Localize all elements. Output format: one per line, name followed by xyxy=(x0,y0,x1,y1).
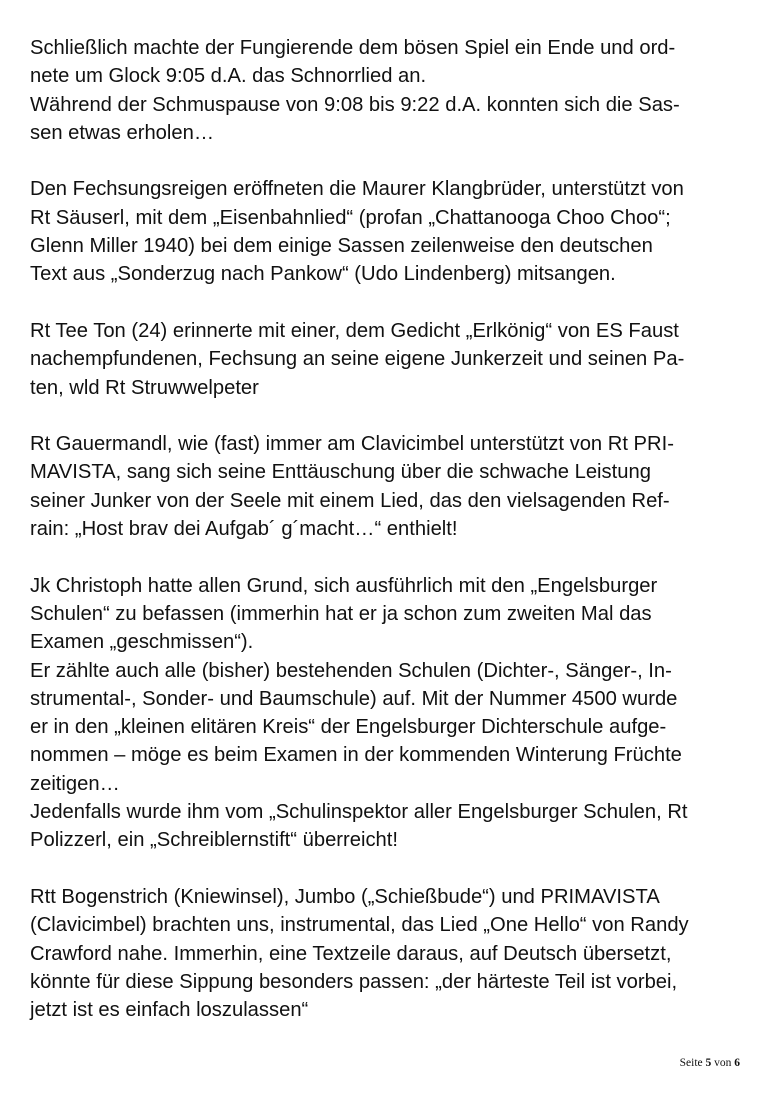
text-line: nachempfundenen, Fechsung an seine eigene Junkerzeit und seinen Pa- xyxy=(30,348,685,371)
paragraph xyxy=(30,430,750,543)
text-line: er in den „kleinen elitären Kreis“ der Engelsburger Dichterschule aufge- xyxy=(30,716,667,739)
text-line: Jk Christoph hatte allen Grund, sich ausführlich mit den „Engelsburger xyxy=(30,574,658,597)
text-line: Rt Tee Ton (24) erinnerte mit einer, dem Gedicht „Erlkönig“ von ES Faust xyxy=(30,319,679,342)
text-line: Während der Schmuspause von 9:08 bis 9:22 d.A. konnten sich die Sas- xyxy=(30,93,680,116)
paragraph xyxy=(30,883,750,1024)
text-line: seiner Junker von der Seele mit einem Lied, das den vielsagenden Ref- xyxy=(30,489,670,512)
text-line: Rt Gauermandl, wie (fast) immer am Clavicimbel unterstützt von Rt PRI- xyxy=(30,433,674,456)
text-line: nete um Glock 9:05 d.A. das Schnorrlied an. xyxy=(30,65,427,88)
text-line: Crawford nahe. Immerhin, eine Textzeile daraus, auf Deutsch übersetzt, xyxy=(30,942,672,965)
paragraph xyxy=(30,572,750,855)
footer-middle: von xyxy=(711,1057,735,1069)
text-line: könnte für diese Sippung besonders passen: „der härteste Teil ist vorbei, xyxy=(30,970,678,993)
text-line: Jedenfalls wurde ihm vom „Schulinspektor aller Engelsburger Schulen, Rt xyxy=(30,801,688,824)
text-line: jetzt ist es einfach loszulassen“ xyxy=(30,999,309,1022)
text-line: Schließlich machte der Fungierende dem bösen Spiel ein Ende und ord- xyxy=(30,37,676,59)
text-line: Examen „geschmissen“). xyxy=(30,631,254,654)
footer-prefix: Seite xyxy=(679,1057,706,1069)
paragraph xyxy=(30,175,750,288)
text-line: (Clavicimbel) brachten uns, instrumental, das Lied „One Hello“ von Randy xyxy=(30,914,689,937)
text-line: Rtt Bogenstrich (Kniewinsel), Jumbo („Schießbude“) und PRIMAVISTA xyxy=(30,885,660,908)
text-line: zeitigen… xyxy=(30,772,120,795)
body-text xyxy=(30,34,750,1053)
text-line: nommen – möge es beim Examen in der kommenden Winterung Früchte xyxy=(30,744,682,767)
total-page-count: 6 xyxy=(734,1057,740,1069)
current-page-number: 5 xyxy=(705,1057,712,1069)
text-line: ten, wld Rt Struwwelpeter xyxy=(30,376,259,399)
paragraph xyxy=(30,34,750,147)
text-line: Polizzerl, ein „Schreiblernstift“ überreicht! xyxy=(30,829,398,852)
text-line: rain: „Host brav dei Aufgab´ g´macht…“ enthielt! xyxy=(30,518,458,541)
text-line: Den Fechsungsreigen eröffneten die Maurer Klangbrüder, unterstützt von xyxy=(30,178,684,201)
text-line: strumental-, Sonder- und Baumschule) auf. Mit der Nummer 4500 wurde xyxy=(30,687,678,710)
text-line: MAVISTA, sang sich seine Enttäuschung über die schwache Leistung xyxy=(30,461,651,484)
page-number-footer xyxy=(680,1057,740,1069)
text-line: Text aus „Sonderzug nach Pankow“ (Udo Lindenberg) mitsangen. xyxy=(30,263,616,286)
text-line: Rt Säuserl, mit dem „Eisenbahnlied“ (profan „Chattanooga Choo Choo“; xyxy=(30,206,671,229)
text-line: Er zählte auch alle (bisher) bestehenden Schulen (Dichter-, Sänger-, In- xyxy=(30,659,672,682)
paragraph xyxy=(30,317,750,402)
text-line: Schulen“ zu befassen (immerhin hat er ja schon zum zweiten Mal das xyxy=(30,602,652,625)
text-line: Glenn Miller 1940) bei dem einige Sassen zeilenweise den deutschen xyxy=(30,235,653,258)
text-line: sen etwas erholen… xyxy=(30,121,215,144)
